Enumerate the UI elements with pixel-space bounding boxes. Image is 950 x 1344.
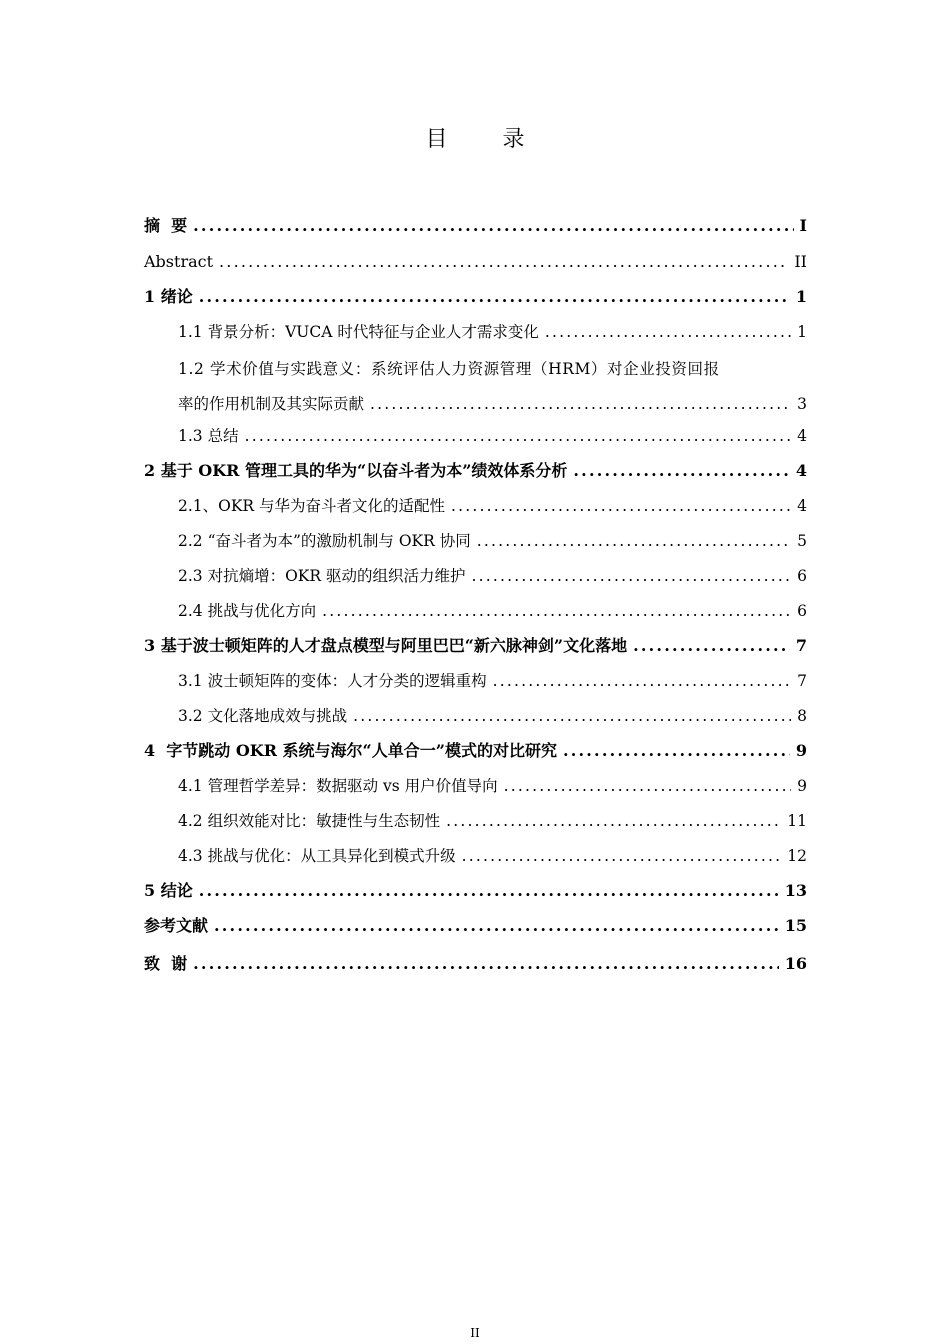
leader-dots bbox=[573, 459, 789, 483]
leader-dots bbox=[462, 844, 782, 868]
toc-entry-chapter-3[interactable] bbox=[144, 634, 807, 658]
toc-entry-2-3[interactable] bbox=[178, 564, 807, 588]
toc-entry-2-1[interactable] bbox=[178, 494, 807, 518]
page-title: 目 录 bbox=[425, 127, 549, 152]
toc-entry-page: 12 bbox=[787, 847, 807, 865]
toc-entry-4-3[interactable] bbox=[178, 844, 807, 868]
toc-entry-3-1[interactable] bbox=[178, 669, 807, 693]
toc-entry-label: 2.3 对抗熵增：OKR 驱动的组织活力维护 bbox=[178, 567, 466, 585]
toc-entry-label: 3.2 文化落地成效与挑战 bbox=[178, 707, 348, 725]
leader-dots bbox=[477, 529, 791, 553]
toc-entry-label: 致 谢 bbox=[144, 954, 188, 973]
toc-entry-acknowledgements[interactable] bbox=[144, 952, 807, 976]
leader-dots bbox=[446, 809, 781, 833]
toc-entry-chapter-1[interactable] bbox=[144, 285, 807, 309]
leader-dots bbox=[219, 250, 788, 274]
toc-entry-3-2[interactable] bbox=[178, 704, 807, 728]
toc-entry-references[interactable] bbox=[144, 914, 807, 938]
leader-dots bbox=[563, 739, 790, 763]
toc-entry-page: 1 bbox=[795, 287, 807, 306]
toc-entry-label: 2.1、OKR 与华为奋斗者文化的适配性 bbox=[178, 497, 446, 515]
toc-entry-page: 9 bbox=[797, 777, 807, 795]
leader-dots bbox=[545, 320, 791, 344]
toc-entry-label: 4.1 管理哲学差异：数据驱动 vs 用户价值导向 bbox=[178, 777, 498, 795]
toc-entry-label: 1.3 总结 bbox=[178, 427, 239, 445]
toc-entry-2-4[interactable] bbox=[178, 599, 807, 623]
leader-dots bbox=[504, 774, 791, 798]
toc-entry-label: 参考文献 bbox=[144, 916, 209, 935]
toc-entry-abstract-cn[interactable] bbox=[144, 214, 807, 238]
toc-entry-page: 8 bbox=[797, 707, 807, 725]
toc-entry-page: 4 bbox=[797, 427, 807, 445]
toc-entry-abstract-en[interactable] bbox=[144, 250, 807, 274]
leader-dots bbox=[193, 952, 779, 976]
toc-entry-1-1[interactable] bbox=[178, 320, 807, 344]
toc-entry-4-1[interactable] bbox=[178, 774, 807, 798]
toc-entry-chapter-5[interactable] bbox=[144, 879, 807, 903]
toc-entry-label: 4.2 组织效能对比：敏捷性与生态韧性 bbox=[178, 812, 441, 830]
toc-entry-label: 2.2 “奋斗者为本”的激励机制与 OKR 协同 bbox=[178, 532, 471, 550]
toc-entry-page: 13 bbox=[784, 881, 807, 900]
toc-entry-chapter-2[interactable] bbox=[144, 459, 807, 483]
toc-entry-label: Abstract bbox=[144, 252, 214, 271]
toc-entry-label: 摘 要 bbox=[144, 216, 188, 235]
leader-dots bbox=[370, 392, 791, 416]
toc-entry-label: 率的作用机制及其实际贡献 bbox=[178, 395, 365, 413]
toc-entry-label: 1.1 背景分析：VUCA 时代特征与企业人才需求变化 bbox=[178, 323, 539, 341]
toc-entry-label: 2 基于 OKR 管理工具的华为“以奋斗者为本”绩效体系分析 bbox=[144, 461, 568, 480]
toc-entry-label: 4.3 挑战与优化：从工具异化到模式升级 bbox=[178, 847, 456, 865]
toc-entry-label: 3.1 波士顿矩阵的变体：人才分类的逻辑重构 bbox=[178, 672, 487, 690]
leader-dots bbox=[193, 214, 793, 238]
toc-entry-4-2[interactable] bbox=[178, 809, 807, 833]
leader-dots bbox=[199, 879, 779, 903]
leader-dots bbox=[471, 564, 791, 588]
toc-entry-page: 6 bbox=[797, 567, 807, 585]
page-number-footer: II bbox=[470, 1326, 480, 1340]
toc-entry-page: 3 bbox=[797, 395, 807, 413]
leader-dots bbox=[322, 599, 791, 623]
leader-dots bbox=[451, 494, 791, 518]
toc-entry-page: 9 bbox=[795, 741, 807, 760]
leader-dots bbox=[633, 634, 790, 658]
toc-entry-page: I bbox=[799, 216, 807, 235]
toc-entry-page: 4 bbox=[797, 497, 807, 515]
leader-dots bbox=[214, 914, 779, 938]
toc-entry-label: 3 基于波士顿矩阵的人才盘点模型与阿里巴巴“新六脉神剑”文化落地 bbox=[144, 636, 628, 655]
toc-entry-chapter-4[interactable] bbox=[144, 739, 807, 763]
toc-entry-page: 11 bbox=[787, 812, 807, 830]
leader-dots bbox=[245, 424, 792, 448]
toc-entry-2-2[interactable] bbox=[178, 529, 807, 553]
toc-entry-page: II bbox=[794, 252, 807, 271]
toc-entry-1-2[interactable] bbox=[178, 392, 807, 416]
toc-entry-page: 4 bbox=[795, 461, 807, 480]
leader-dots bbox=[493, 669, 792, 693]
toc-entry-1-2-line1[interactable]: 1.2 学术价值与实践意义：系统评估人力资源管理（HRM）对企业投资回报 bbox=[178, 360, 720, 378]
toc-entry-label: 5 结论 bbox=[144, 881, 193, 900]
toc-entry-page: 7 bbox=[795, 636, 807, 655]
toc-entry-label: 1 绪论 bbox=[144, 287, 193, 306]
toc-entry-label: 2.4 挑战与优化方向 bbox=[178, 602, 317, 620]
toc-entry-page: 1 bbox=[797, 323, 807, 341]
toc-entry-page: 16 bbox=[784, 954, 807, 973]
toc-entry-1-3[interactable] bbox=[178, 424, 807, 448]
toc-entry-page: 6 bbox=[797, 602, 807, 620]
toc-entry-label: 4 字节跳动 OKR 系统与海尔“人单合一”模式的对比研究 bbox=[144, 741, 557, 760]
toc-entry-page: 5 bbox=[797, 532, 807, 550]
leader-dots bbox=[353, 704, 791, 728]
toc-entry-page: 7 bbox=[797, 672, 807, 690]
leader-dots bbox=[199, 285, 790, 309]
toc-entry-page: 15 bbox=[784, 916, 807, 935]
